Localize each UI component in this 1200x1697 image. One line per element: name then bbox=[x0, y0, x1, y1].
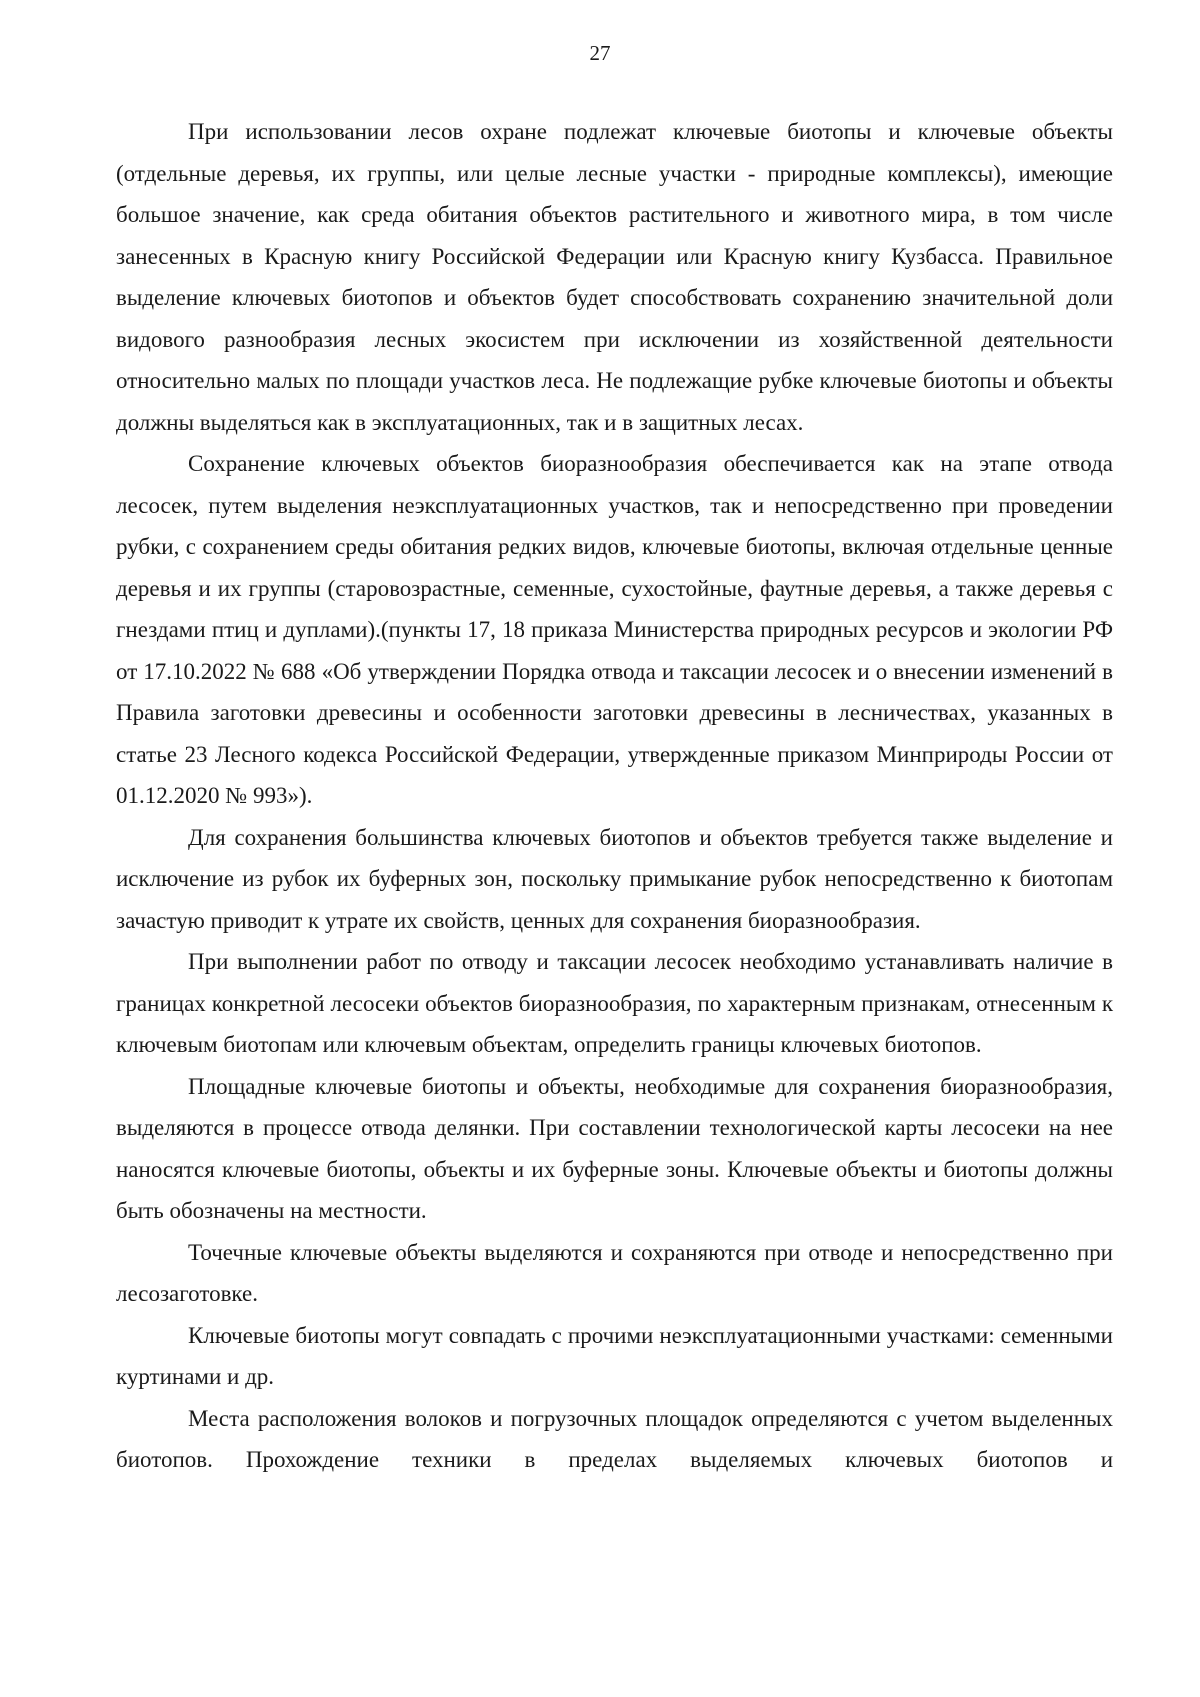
paragraph-1: При использовании лесов охране подлежат ключевые биотопы и ключевые объекты (отдельные деревья, их группы, или целые лесные участки - природные комплексы), имеющие большое значение, как среда обитания объектов растительного и животного мира, в том числе занесенных в Красную книгу Российской Федерации или Красную книгу Кузбасса. Правильное выделение ключевых биотопов и объектов будет способствовать сохранению значительной доли видового разнообразия лесных экосистем при исключении из хозяйственной деятельности относительно малых по площади участков леса. Не подлежащие рубке ключевые биотопы и объекты должны выделяться как в эксплуатационных, так и в защитных лесах. bbox=[116, 119, 1113, 435]
paragraph-2: Сохранение ключевых объектов биоразнообразия обеспечивается как на этапе отвода лесосек, путем выделения неэксплуатационных участков, так и непосредственно при проведении рубки, с сохранением среды обитания редких видов, ключевые биотопы, включая отдельные ценные деревья и их группы (старовозрастные, семенные, сухостойные, фаутные деревья, а также деревья с гнездами птиц и дуплами).(пункты 17, 18 приказа Министерства природных ресурсов и экологии РФ от 17.10.2022 № 688 «Об утверждении Порядка отвода и таксации лесосек и о внесении изменений в Правила заготовки древесины и особенности заготовки древесины в лесничествах, указанных в статье 23 Лесного кодекса Российской Федерации, утвержденные приказом Минприроды России от 01.12.2020 № 993»). bbox=[116, 451, 1113, 808]
paragraph-5: Площадные ключевые биотопы и объекты, необходимые для сохранения биоразнообразия, выделяются в процессе отвода делянки. При составлении технологической карты лесосеки на нее наносятся ключевые биотопы, объекты и их буферные зоны. Ключевые объекты и биотопы должны быть обозначены на местности. bbox=[116, 1073, 1113, 1223]
document-body bbox=[116, 111, 1113, 1481]
paragraph-3: Для сохранения большинства ключевых биотопов и объектов требуется также выделение и исключение из рубок их буферных зон, поскольку примыкание рубок непосредственно к биотопам зачастую приводит к утрате их свойств, ценных для сохранения биоразнообразия. bbox=[116, 824, 1113, 933]
paragraph-7: Ключевые биотопы могут совпадать с прочими неэксплуатационными участками: семенными куртинами и др. bbox=[116, 1322, 1113, 1389]
paragraph-8: Места расположения волоков и погрузочных площадок определяются с учетом выделенных биотопов. Прохождение техники в пределах выделяемых ключевых биотопов и bbox=[116, 1405, 1113, 1472]
paragraph-4: При выполнении работ по отводу и таксации лесосек необходимо устанавливать наличие в границах конкретной лесосеки объектов биоразнообразия, по характерным признакам, отнесенным к ключевым биотопам или ключевым объектам, определить границы ключевых биотопов. bbox=[116, 949, 1113, 1057]
paragraph-6: Точечные ключевые объекты выделяются и сохраняются при отводе и непосредственно при лесозаготовке. bbox=[116, 1239, 1113, 1306]
page-number: 27 bbox=[589, 41, 611, 65]
